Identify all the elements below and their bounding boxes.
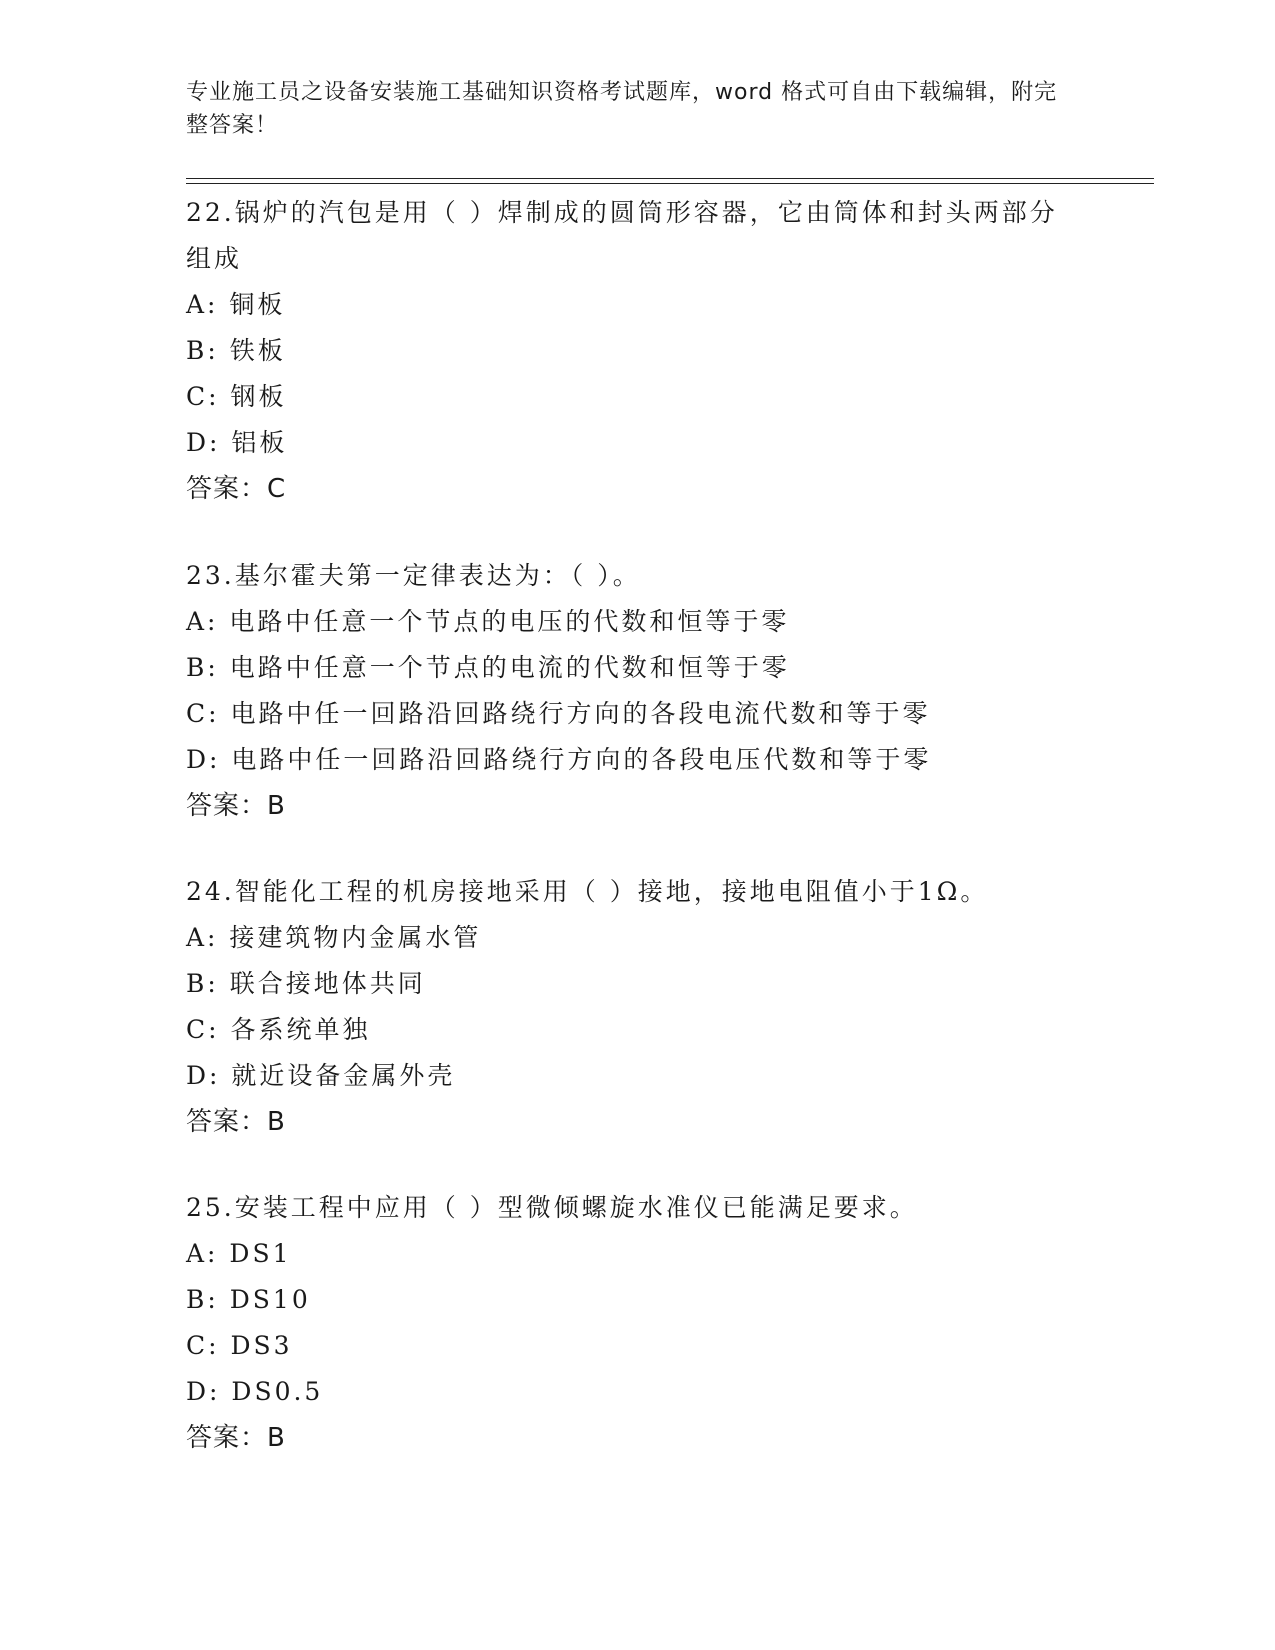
option-c: C: 各系统单独 — [186, 1015, 371, 1044]
option-c: C: 钢板 — [186, 382, 287, 411]
answer-line: 答案：C — [186, 474, 287, 504]
question-23 — [186, 553, 1086, 829]
question-25 — [186, 1185, 1086, 1461]
header-divider-top — [186, 178, 1154, 179]
question-stem: 25.安装工程中应用（ ）型微倾螺旋水准仪已能满足要求。 — [186, 1193, 918, 1222]
answer-line: 答案：B — [186, 1423, 286, 1453]
option-b: B: DS10 — [186, 1285, 311, 1314]
option-d: D: 就近设备金属外壳 — [186, 1061, 456, 1090]
answer-line: 答案：B — [186, 1107, 286, 1137]
option-b: B: 铁板 — [186, 336, 286, 365]
question-24 — [186, 869, 1086, 1145]
header-divider-bottom — [186, 183, 1154, 184]
option-b: B: 电路中任意一个节点的电流的代数和恒等于零 — [186, 653, 790, 682]
option-b: B: 联合接地体共同 — [186, 969, 426, 998]
question-stem: 23.基尔霍夫第一定律表达为：（ ）。 — [186, 561, 641, 590]
document-intro: 专业施工员之设备安装施工基础知识资格考试题库，word 格式可自由下载编辑，附完整答案！ — [186, 80, 1058, 138]
option-c: C: 电路中任一回路沿回路绕行方向的各段电流代数和等于零 — [186, 699, 931, 728]
question-stem: 22.锅炉的汽包是用（ ）焊制成的圆筒形容器，它由筒体和封头两部分组成 — [186, 198, 1058, 273]
answer-line: 答案：B — [186, 791, 286, 821]
option-d: D: 铝板 — [186, 428, 288, 457]
option-d: D: DS0.5 — [186, 1377, 324, 1406]
question-22 — [186, 190, 1086, 512]
option-a: A: 接建筑物内金属水管 — [186, 923, 482, 952]
option-d: D: 电路中任一回路沿回路绕行方向的各段电压代数和等于零 — [186, 745, 932, 774]
option-a: A: 铜板 — [186, 290, 286, 319]
question-stem: 24.智能化工程的机房接地采用（ ）接地，接地电阻值小于1Ω。 — [186, 877, 989, 906]
option-a: A: 电路中任意一个节点的电压的代数和恒等于零 — [186, 607, 790, 636]
option-c: C: DS3 — [186, 1331, 293, 1360]
option-a: A: DS1 — [186, 1239, 292, 1268]
